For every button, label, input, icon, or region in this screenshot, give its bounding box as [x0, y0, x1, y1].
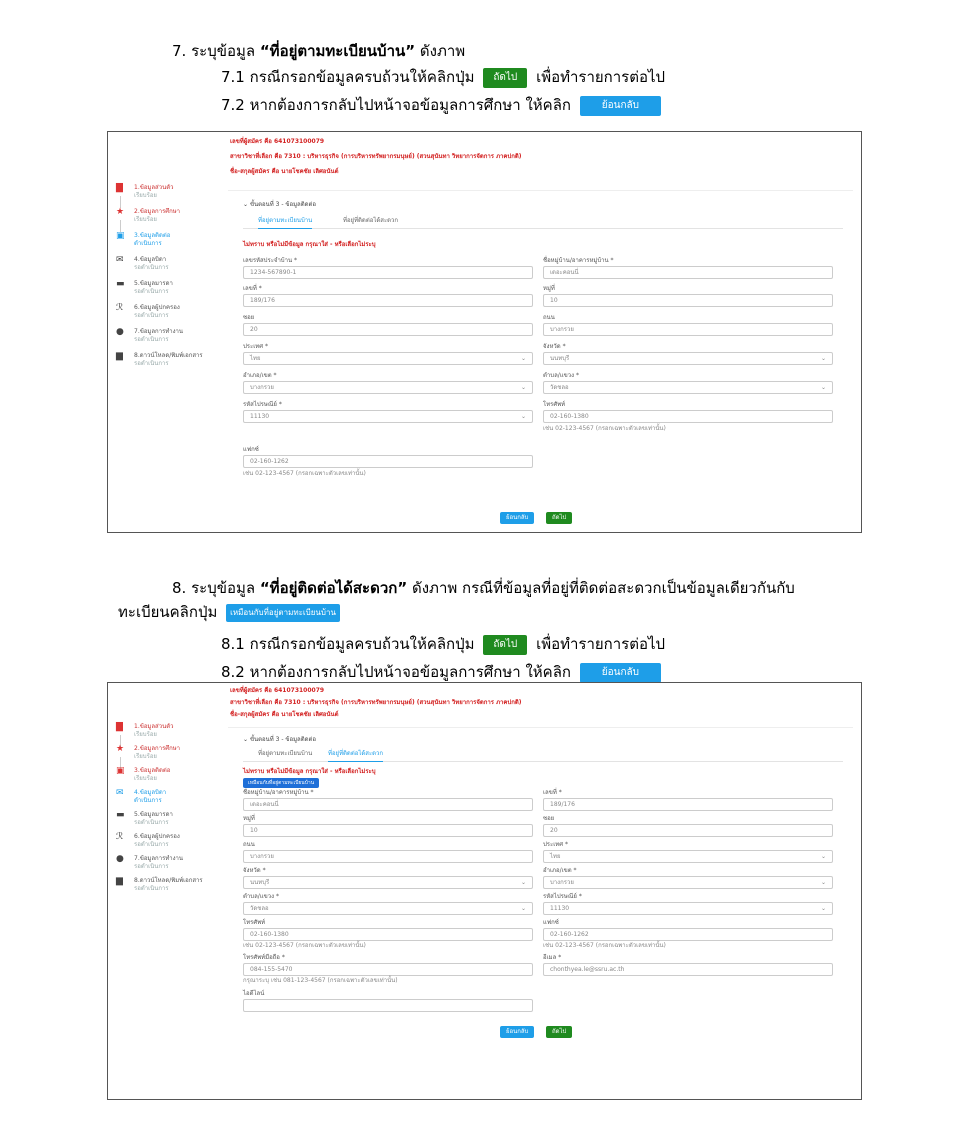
chevron-down-icon: ⌄ — [520, 413, 526, 420]
fax-label: แฟกซ์ — [543, 919, 559, 926]
envelope-icon: ✉ — [116, 788, 124, 798]
sidebar-step-status: รอดำเนินการ — [134, 312, 169, 319]
copy-address-button-sample: เหมือนกับที่อยู่ตามทะเบียนบ้าน — [226, 604, 340, 622]
zip-label: รหัสไปรษณีย์ * — [243, 401, 282, 408]
email-label: อีเมล * — [543, 954, 562, 961]
sidebar-step-4[interactable] — [116, 256, 226, 280]
road-label: ถนน — [543, 314, 555, 321]
phone-hint: เช่น 02-123-4567 (กรอกเฉพาะตัวเลขเท่านั้น) — [543, 425, 666, 432]
sidebar-step-label: 1.ข้อมูลส่วนตัว — [134, 184, 174, 191]
print-icon: ▆ — [116, 876, 123, 886]
sidebar-step-6[interactable] — [116, 304, 226, 328]
sidebar-step-label: 7.ข้อมูลการทำงาน — [134, 328, 184, 335]
village-label: ชื่อหมู่บ้าน/อาคารหมู่บ้าน * — [543, 257, 614, 264]
sidebar-step-5[interactable] — [116, 280, 226, 304]
mobile-hint: กรุณาระบุ เช่น 081-123-4567 (กรอกเฉพาะตัวเลขเท่านั้น) — [243, 977, 398, 984]
sidebar-step-label: 2.ข้อมูลการศึกษา — [134, 745, 181, 752]
district-label: อำเภอ/เขต * — [543, 867, 577, 874]
sidebar-step-3[interactable] — [116, 767, 226, 791]
next-button[interactable]: ถัดไป — [546, 1026, 572, 1038]
house-no-field[interactable]: 1234-567890-1 — [243, 266, 533, 279]
sidebar-step-label: 5.ข้อมูลมารดา — [134, 811, 173, 818]
section8-step1: 8.1 กรณีกรอกข้อมูลครบถ้วนให้คลิกปุ่ม ถัดไป เพื่อทำรายการต่อไป — [221, 635, 666, 653]
subdistrict-select[interactable]: วัดชลอ ⌄ — [543, 381, 833, 394]
sidebar-step-status: รอดำเนินการ — [134, 336, 169, 343]
sidebar-step-status: เรียบร้อย — [134, 216, 157, 223]
check-circle-icon: ● — [116, 854, 124, 864]
district-label: อำเภอ/เขต * — [243, 372, 277, 379]
subdistrict-label: ตำบล/แขวง * — [243, 893, 279, 900]
sidebar-step-label: 8.ดาวน์โหลด/พิมพ์เอกสาร — [134, 352, 203, 359]
sidebar-step-label: 4.ข้อมูลบิดา — [134, 789, 167, 796]
section8-step2: 8.2 หากต้องการกลับไปหน้าจอข้อมูลการศึกษา ให้คลิก ย้อนกลับ — [221, 661, 665, 683]
mobile-label: โทรศัพท์มือถือ * — [243, 954, 285, 961]
line-id-label: ไอดีไลน์ — [243, 990, 265, 997]
road-field[interactable]: บางกรวย — [543, 323, 833, 336]
back-button[interactable]: ย้อนกลับ — [500, 512, 534, 524]
village-label: ชื่อหมู่บ้าน/อาคารหมู่บ้าน * — [243, 789, 314, 796]
country-label: ประเทศ * — [243, 343, 268, 350]
sidebar-step-2[interactable] — [116, 208, 226, 232]
program-info: สาขาวิชาที่เลือก คือ 7310 : บริหารธุรกิจ (การบริหารทรัพยากรมนุษย์) (สวนสุนันทา วิทยาการจัดการ ภาคปกติ) — [230, 699, 522, 706]
check-circle-icon: ● — [116, 327, 124, 337]
program-info: สาขาวิชาที่เลือก คือ 7310 : บริหารธุรกิจ (การบริหารทรัพยากรมนุษย์) (สวนสุนันทา วิทยาการจัดการ ภาคปกติ) — [230, 153, 522, 160]
sidebar-step-status: รอดำเนินการ — [134, 885, 169, 892]
fax-field[interactable]: 02-160-1262 — [243, 455, 533, 468]
sidebar-step-label: 1.ข้อมูลส่วนตัว — [134, 723, 174, 730]
sidebar-step-label: 6.ข้อมูลผู้ปกครอง — [134, 304, 180, 311]
sidebar-step-status: รอดำเนินการ — [134, 819, 169, 826]
step-title: ⌄ ขั้นตอนที่ 3 - ข้อมูลติดต่อ — [243, 201, 317, 208]
sidebar-step-label: 8.ดาวน์โหลด/พิมพ์เอกสาร — [134, 877, 203, 884]
province-select[interactable]: นนทบุรี ⌄ — [243, 876, 533, 889]
applicant-number: เลขที่ผู้สมัคร คือ 641073100079 — [230, 687, 325, 694]
soi-label: ซอย — [243, 314, 255, 321]
warning-text: ไม่ทราบ หรือไม่มีข้อมูล กรุณาใส่ - หรือเลือกไม่ระบุ — [243, 241, 376, 248]
people-icon: ℛ — [116, 832, 124, 842]
phone-field[interactable]: 02-160-1380 — [243, 928, 533, 941]
sidebar-step-status: รอดำเนินการ — [134, 841, 169, 848]
sidebar-step-1[interactable] — [116, 723, 226, 747]
road-label: ถนน — [243, 841, 255, 848]
zip-select[interactable]: 11130 ⌄ — [543, 902, 833, 915]
chevron-down-icon: ⌄ — [520, 905, 526, 912]
copy-registered-address-button[interactable]: เหมือนกับที่อยู่ตามทะเบียนบ้าน — [243, 778, 319, 788]
zip-select[interactable]: 11130 ⌄ — [243, 410, 533, 423]
screenshot-contact-address — [107, 682, 862, 1100]
subdistrict-select[interactable]: วัดชลอ ⌄ — [243, 902, 533, 915]
sidebar-step-label: 5.ข้อมูลมารดา — [134, 280, 173, 287]
sidebar-step-label: 3.ข้อมูลติดต่อ — [134, 767, 171, 774]
sidebar-step-status: ดำเนินการ — [134, 240, 162, 247]
subdistrict-label: ตำบล/แขวง * — [543, 372, 579, 379]
sidebar-step-3[interactable] — [116, 232, 226, 256]
sidebar-step-8[interactable] — [116, 352, 226, 376]
fax-label: แฟกซ์ — [243, 446, 259, 453]
zip-label: รหัสไปรษณีย์ * — [543, 893, 582, 900]
tab-contact-address[interactable]: ที่อยู่ที่ติดต่อได้สะดวก — [328, 750, 383, 762]
addr-field[interactable]: 189/176 — [243, 294, 533, 307]
province-select[interactable]: นนทบุรี ⌄ — [543, 352, 833, 365]
section7-step2: 7.2 หากต้องการกลับไปหน้าจอข้อมูลการศึกษา ให้คลิก ย้อนกลับ — [221, 94, 665, 116]
contact-card-icon: ▣ — [116, 231, 125, 241]
province-label: จังหวัด * — [543, 343, 566, 350]
sidebar-step-5[interactable] — [116, 811, 226, 835]
star-icon: ★ — [116, 207, 125, 217]
profile-icon: ▇ — [116, 183, 123, 193]
moo-field[interactable]: 10 — [543, 294, 833, 307]
mobile-field[interactable]: 084-155-5470 — [243, 963, 533, 976]
moo-label: หมู่ที่ — [543, 285, 555, 292]
back-button[interactable]: ย้อนกลับ — [500, 1026, 534, 1038]
moo-label: หมู่ที่ — [243, 815, 255, 822]
book-icon: ▬ — [116, 810, 125, 820]
book-icon: ▬ — [116, 279, 125, 289]
section8-heading: 8. ระบุข้อมูล “ที่อยู่ติดต่อได้สะดวก” ดังภาพ กรณีที่ข้อมูลที่อยู่ที่ติดต่อสะดวกเป็นข้อมูลเดียวกันกับ — [172, 579, 795, 597]
section7-heading: 7. ระบุข้อมูล “ที่อยู่ตามทะเบียนบ้าน” ดังภาพ — [172, 42, 466, 60]
sidebar-step-6[interactable] — [116, 833, 226, 857]
addr-label: เลขที่ * — [243, 285, 262, 292]
sidebar-step-label: 7.ข้อมูลการทำงาน — [134, 855, 184, 862]
contact-form — [228, 727, 853, 1097]
chevron-down-icon: ⌄ — [520, 384, 526, 391]
chevron-down-icon: ⌄ — [820, 384, 826, 391]
applicant-name: ชื่อ-สกุลผู้สมัคร คือ นายโชคชัย เลิศอนันต์ — [230, 711, 339, 718]
country-label: ประเทศ * — [543, 841, 568, 848]
addr-field[interactable]: 189/176 — [543, 798, 833, 811]
soi-label: ซอย — [543, 815, 555, 822]
contact-form — [228, 190, 853, 530]
applicant-name: ชื่อ-สกุลผู้สมัคร คือ นายโชคชัย เลิศอนันต์ — [230, 168, 339, 175]
road-field[interactable]: บางกรวย — [243, 850, 533, 863]
fax-hint: เช่น 02-123-4567 (กรอกเฉพาะตัวเลขเท่านั้น) — [243, 470, 366, 477]
print-icon: ▆ — [116, 351, 123, 361]
sidebar-step-status: เรียบร้อย — [134, 731, 157, 738]
sidebar-step-status: ดำเนินการ — [134, 797, 162, 804]
tab-registered-address[interactable]: ที่อยู่ตามทะเบียนบ้าน — [258, 217, 312, 229]
tab-contact-address[interactable]: ที่อยู่ที่ติดต่อได้สะดวก — [343, 217, 399, 224]
sidebar-step-4[interactable] — [116, 789, 226, 813]
sidebar-step-7[interactable] — [116, 855, 226, 879]
district-select[interactable]: บางกรวย ⌄ — [243, 381, 533, 394]
sidebar-step-status: รอดำเนินการ — [134, 863, 169, 870]
star-icon: ★ — [116, 744, 125, 754]
step-title: ⌄ ขั้นตอนที่ 3 - ข้อมูลติดต่อ — [243, 736, 317, 743]
country-select[interactable]: ไทย ⌄ — [543, 850, 833, 863]
sidebar-step-status: รอดำเนินการ — [134, 288, 169, 295]
soi-field[interactable]: 20 — [543, 824, 833, 837]
chevron-down-icon: ⌄ — [820, 355, 826, 362]
sidebar-step-status: เรียบร้อย — [134, 192, 157, 199]
address-tabs — [243, 748, 843, 762]
screenshot-address-registration — [107, 131, 862, 533]
sidebar-step-status: เรียบร้อย — [134, 753, 157, 760]
village-field[interactable]: เดอะคอนนี่ — [243, 798, 533, 811]
email-field[interactable]: chonthyea.le@ssru.ac.th — [543, 963, 833, 976]
section8-line2: ทะเบียนคลิกปุ่ม เหมือนกับที่อยู่ตามทะเบียนบ้าน — [118, 601, 344, 623]
chevron-down-icon: ⌄ — [520, 879, 526, 886]
people-icon: ℛ — [116, 303, 124, 313]
chevron-down-icon: ⌄ — [820, 853, 826, 860]
contact-card-icon: ▣ — [116, 766, 125, 776]
sidebar-step-label: 3.ข้อมูลติดต่อ — [134, 232, 171, 239]
sidebar-step-label: 2.ข้อมูลการศึกษา — [134, 208, 181, 215]
sidebar-step-label: 6.ข้อมูลผู้ปกครอง — [134, 833, 180, 840]
province-label: จังหวัด * — [243, 867, 266, 874]
chevron-down-icon: ⌄ — [820, 879, 826, 886]
district-select[interactable]: บางกรวย ⌄ — [543, 876, 833, 889]
next-button[interactable]: ถัดไป — [546, 512, 572, 524]
phone-field[interactable]: 02-160-1380 — [543, 410, 833, 423]
sidebar-step-2[interactable] — [116, 745, 226, 769]
profile-icon: ▇ — [116, 722, 123, 732]
village-field[interactable]: เดอะคอนนี่ — [543, 266, 833, 279]
envelope-icon: ✉ — [116, 255, 124, 265]
applicant-number: เลขที่ผู้สมัคร คือ 641073100079 — [230, 138, 325, 145]
next-button-sample: ถัดไป — [483, 635, 527, 655]
tab-registered-address[interactable]: ที่อยู่ตามทะเบียนบ้าน — [258, 750, 313, 757]
soi-field[interactable]: 20 — [243, 323, 533, 336]
line-id-field[interactable] — [243, 999, 533, 1012]
warning-text: ไม่ทราบ หรือไม่มีข้อมูล กรุณาใส่ - หรือเลือกไม่ระบุ — [243, 768, 376, 775]
moo-field[interactable]: 10 — [243, 824, 533, 837]
sidebar-step-status: เรียบร้อย — [134, 775, 157, 782]
sidebar-step-8[interactable] — [116, 877, 226, 901]
house-no-label: เลขรหัสประจำบ้าน * — [243, 257, 297, 264]
phone-hint: เช่น 02-123-4567 (กรอกเฉพาะตัวเลขเท่านั้น) — [243, 942, 366, 949]
address-tabs — [243, 215, 843, 229]
sidebar-step-1[interactable] — [116, 184, 226, 208]
back-button-sample: ย้อนกลับ — [580, 96, 661, 116]
next-button-sample: ถัดไป — [483, 68, 527, 88]
sidebar-step-status: รอดำเนินการ — [134, 264, 169, 271]
sidebar-step-status: รอดำเนินการ — [134, 360, 169, 367]
sidebar-step-label: 4.ข้อมูลบิดา — [134, 256, 167, 263]
chevron-down-icon: ⌄ — [820, 905, 826, 912]
chevron-down-icon: ⌄ — [520, 355, 526, 362]
sidebar-step-7[interactable] — [116, 328, 226, 352]
fax-hint: เช่น 02-123-4567 (กรอกเฉพาะตัวเลขเท่านั้น) — [543, 942, 666, 949]
country-select[interactable]: ไทย ⌄ — [243, 352, 533, 365]
back-button-sample: ย้อนกลับ — [580, 663, 661, 683]
addr-label: เลขที่ * — [543, 789, 562, 796]
phone-label: โทรศัพท์ — [543, 401, 566, 408]
phone-label: โทรศัพท์ — [243, 919, 266, 926]
section7-step1: 7.1 กรณีกรอกข้อมูลครบถ้วนให้คลิกปุ่ม ถัดไป เพื่อทำรายการต่อไป — [221, 68, 666, 86]
fax-field[interactable]: 02-160-1262 — [543, 928, 833, 941]
